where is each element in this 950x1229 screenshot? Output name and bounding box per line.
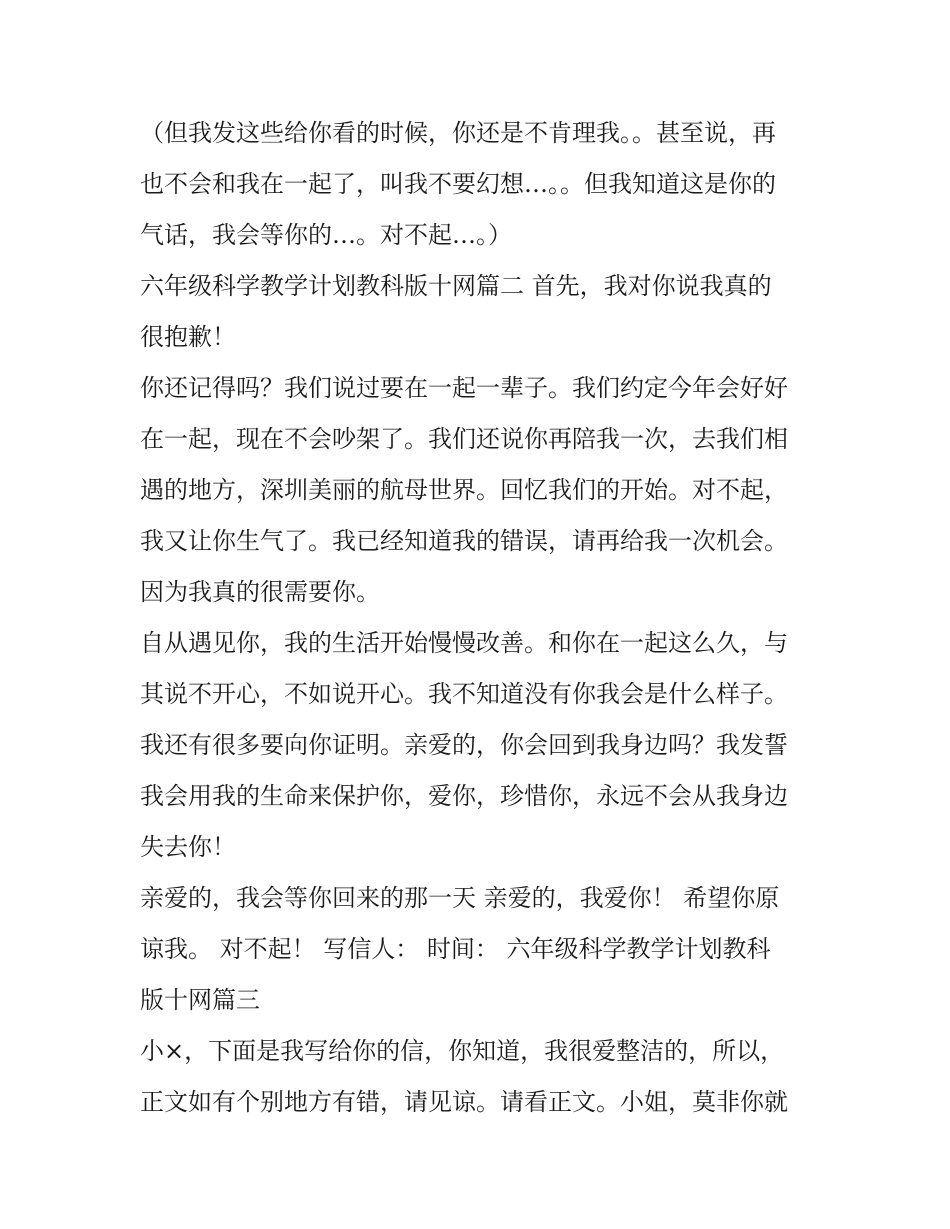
text-line-10: 因为我真的很需要你。 xyxy=(140,578,380,606)
text-line-1: （但我发这些给你看的时候，你还是不肯理我。。甚至说，再 xyxy=(140,119,776,147)
document-body xyxy=(140,108,820,1128)
text-line-16: 亲爱的，我会等你回来的那一天 亲爱的，我爱你！ 希望你原 xyxy=(140,884,780,912)
text-line-11: 自从遇见你，我的生活开始慢慢改善。和你在一起这么久，与 xyxy=(140,629,788,657)
text-line-17: 谅我。 对不起！ 写信人： 时间： 六年级科学教学计划教科 xyxy=(140,935,771,963)
text-line-13: 我还有很多要向你证明。亲爱的，你会回到我身边吗？我发誓 xyxy=(140,731,788,759)
text-line-19: 小×，下面是我写给你的信，你知道，我很爱整洁的，所以， xyxy=(140,1037,785,1065)
text-line-6: 你还记得吗？我们说过要在一起一辈子。我们约定今年会好好 xyxy=(140,374,788,402)
text-line-12: 其说不开心，不如说开心。我不知道没有你我会是什么样子。 xyxy=(140,680,788,708)
text-line-3: 气话，我会等你的…。对不起…。） xyxy=(140,221,512,249)
text-line-5: 很抱歉！ xyxy=(140,323,236,351)
text-line-20: 正文如有个别地方有错，请见谅。请看正文。小姐，莫非你就 xyxy=(140,1088,788,1116)
text-line-15: 失去你！ xyxy=(140,833,236,861)
text-line-7: 在一起，现在不会吵架了。我们还说你再陪我一次，去我们相 xyxy=(140,425,788,453)
text-line-2: 也不会和我在一起了，叫我不要幻想…。。但我知道这是你的 xyxy=(140,170,776,198)
text-line-18: 版十网篇三 xyxy=(140,986,260,1014)
text-line-8: 遇的地方，深圳美丽的航母世界。回忆我们的开始。对不起， xyxy=(140,476,788,504)
text-line-4: 六年级科学教学计划教科版十网篇二 首先，我对你说我真的 xyxy=(140,272,772,300)
text-line-9: 我又让你生气了。我已经知道我的错误，请再给我一次机会。 xyxy=(140,527,788,555)
text-line-14: 我会用我的生命来保护你，爱你，珍惜你，永远不会从我身边 xyxy=(140,782,788,810)
